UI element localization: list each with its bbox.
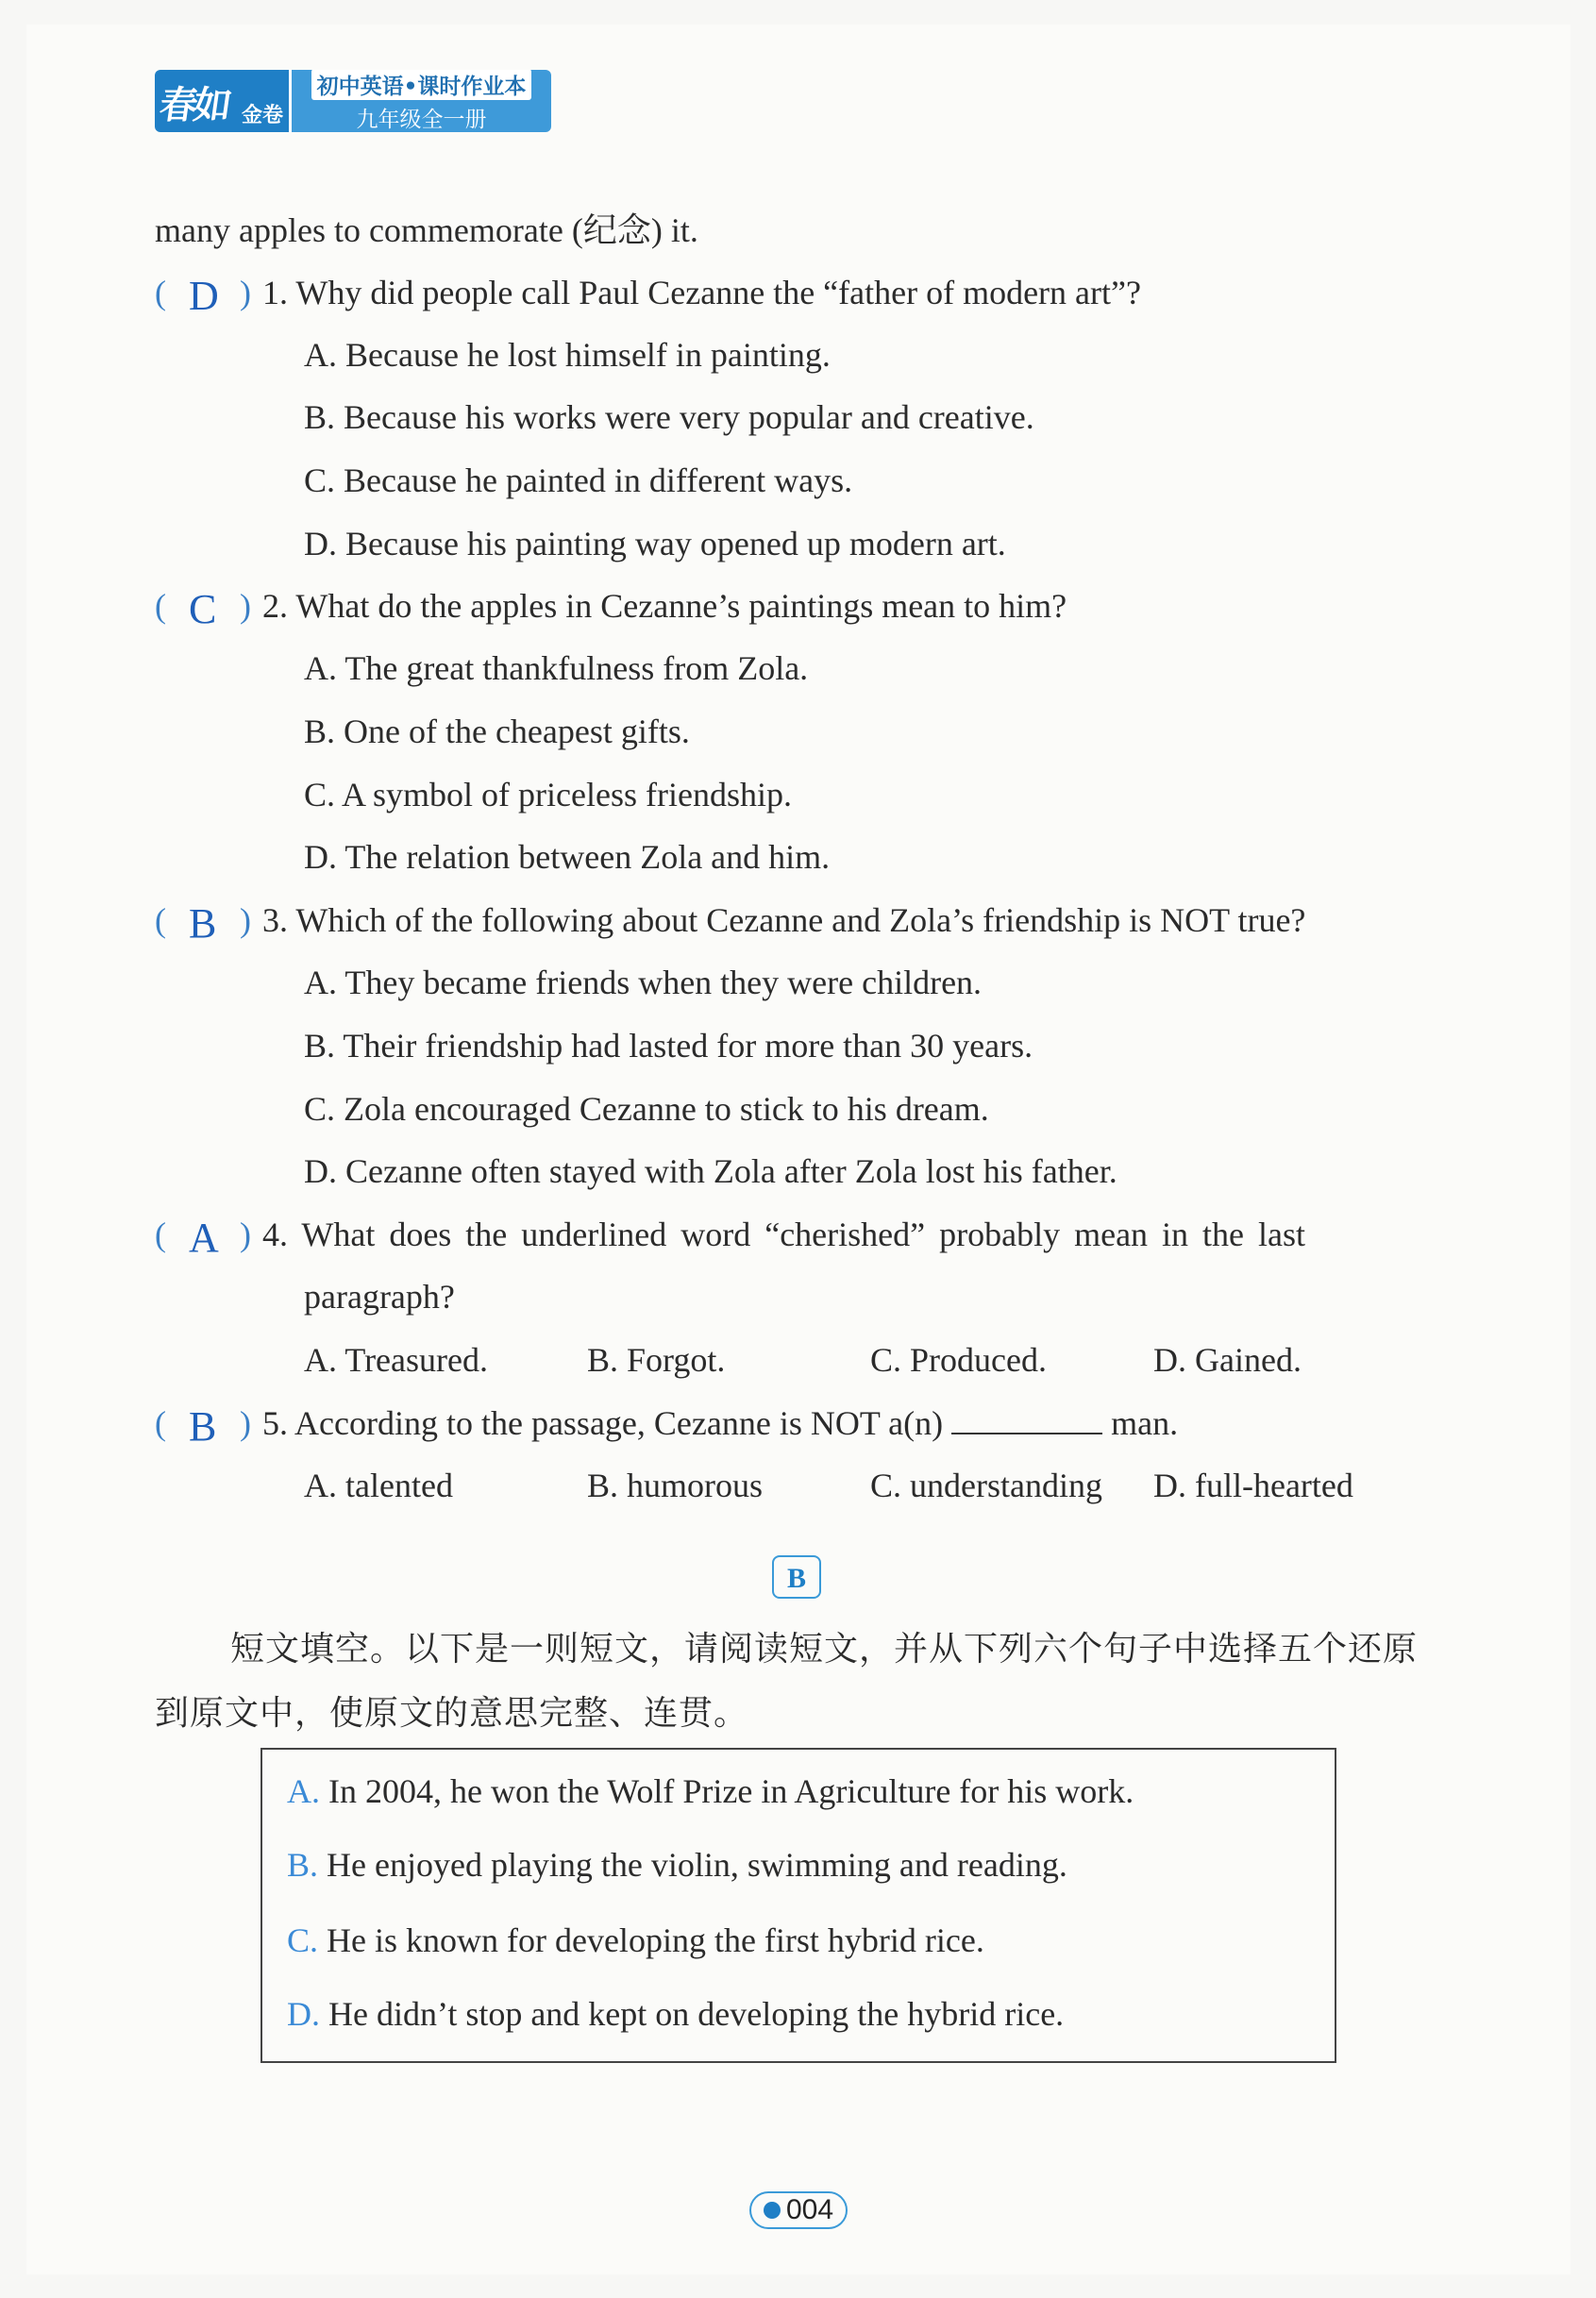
answer-mark: D [189,273,219,319]
option: C. Zola encouraged Cezanne to stick to his dream. [304,1090,989,1128]
option: C. Produced. [870,1341,1047,1379]
paren-open: ( [155,901,166,939]
paren-close: ) [240,274,251,311]
bullet-dot-icon [764,2202,781,2219]
question-stem: 1. Why did people call Paul Cezanne the “father of modern art”? [262,274,1141,311]
option: B. Because his works were very popular and creative. [304,398,1034,436]
answer-mark: B [189,1403,217,1450]
option: A. They became friends when they were children. [304,964,983,1001]
option: A. Because he lost himself in painting. [304,336,831,374]
book-logo [155,70,551,132]
logo-brand: 金卷 [241,104,283,127]
option: D. Because his painting way opened up modern art. [304,525,1006,562]
answer-mark: A [189,1215,219,1261]
option: D. full-hearted [1153,1467,1353,1504]
question-stem: 4. What does the underlined word “cherished” probably mean in the last [262,1216,1306,1253]
answer-blank [951,1404,1102,1434]
option: C. A symbol of priceless friendship. [304,776,792,814]
option: B. humorous [587,1467,764,1504]
option: C. understanding [870,1467,1102,1504]
option: D. Cezanne often stayed with Zola after Zola lost his father. [304,1152,1117,1190]
question-stem: 5. According to the passage, Cezanne is NOT a(n) man. [262,1404,1179,1442]
book-title-block [289,70,551,132]
paren-close: ) [240,1404,251,1442]
option: B. One of the cheapest gifts. [304,713,690,750]
choice-item: A. In 2004, he won the Wolf Prize in Agriculture for his work. [287,1772,1134,1810]
question-stem-continued: paragraph? [304,1278,455,1316]
paren-open: ( [155,587,166,625]
page-number: 004 [785,2194,834,2225]
page-number-badge [749,2191,848,2229]
section-badge: B [772,1555,821,1599]
logo-brand-block [155,70,289,132]
question-stem: 3. Which of the following about Cezanne and Zola’s friendship is NOT true? [262,901,1306,939]
paren-close: ) [240,1216,251,1253]
paren-open: ( [155,274,166,311]
choice-item: D. He didn’t stop and kept on developing the hybrid rice. [287,1995,1065,2033]
book-title-line1: 初中英语•课时作业本 [311,70,532,100]
intro-line: many apples to commemorate (纪念) it. [155,211,698,249]
answer-mark: C [189,586,217,632]
option: A. Treasured. [304,1341,488,1379]
option: C. Because he painted in different ways. [304,461,853,499]
option: A. The great thankfulness from Zola. [304,649,809,687]
answer-mark: B [189,900,217,947]
paren-close: ) [240,587,251,625]
choices-box [260,1748,1336,2063]
option: D. The relation between Zola and him. [304,838,831,876]
logo-mark: 春如 [157,83,231,127]
option: B. Forgot. [587,1341,726,1379]
book-title-line2: 九年级全一册 [356,108,487,132]
paren-close: ) [240,901,251,939]
option: A. talented [304,1467,453,1504]
paren-open: ( [155,1404,166,1442]
option: B. Their friendship had lasted for more than 30 years. [304,1027,1033,1065]
question-stem: 2. What do the apples in Cezanne’s paintings mean to him? [262,587,1067,625]
choice-item: B. He enjoyed playing the violin, swimming and reading. [287,1846,1067,1884]
choice-item: C. He is known for developing the first hybrid rice. [287,1921,984,1959]
option: D. Gained. [1153,1341,1302,1379]
paren-open: ( [155,1216,166,1253]
section-instructions: 短文填空。以下是一则短文，请阅读短文，并从下列六个句子中选择五个还原到原文中，使原文的意思完整、连贯。 [155,1630,1419,1733]
